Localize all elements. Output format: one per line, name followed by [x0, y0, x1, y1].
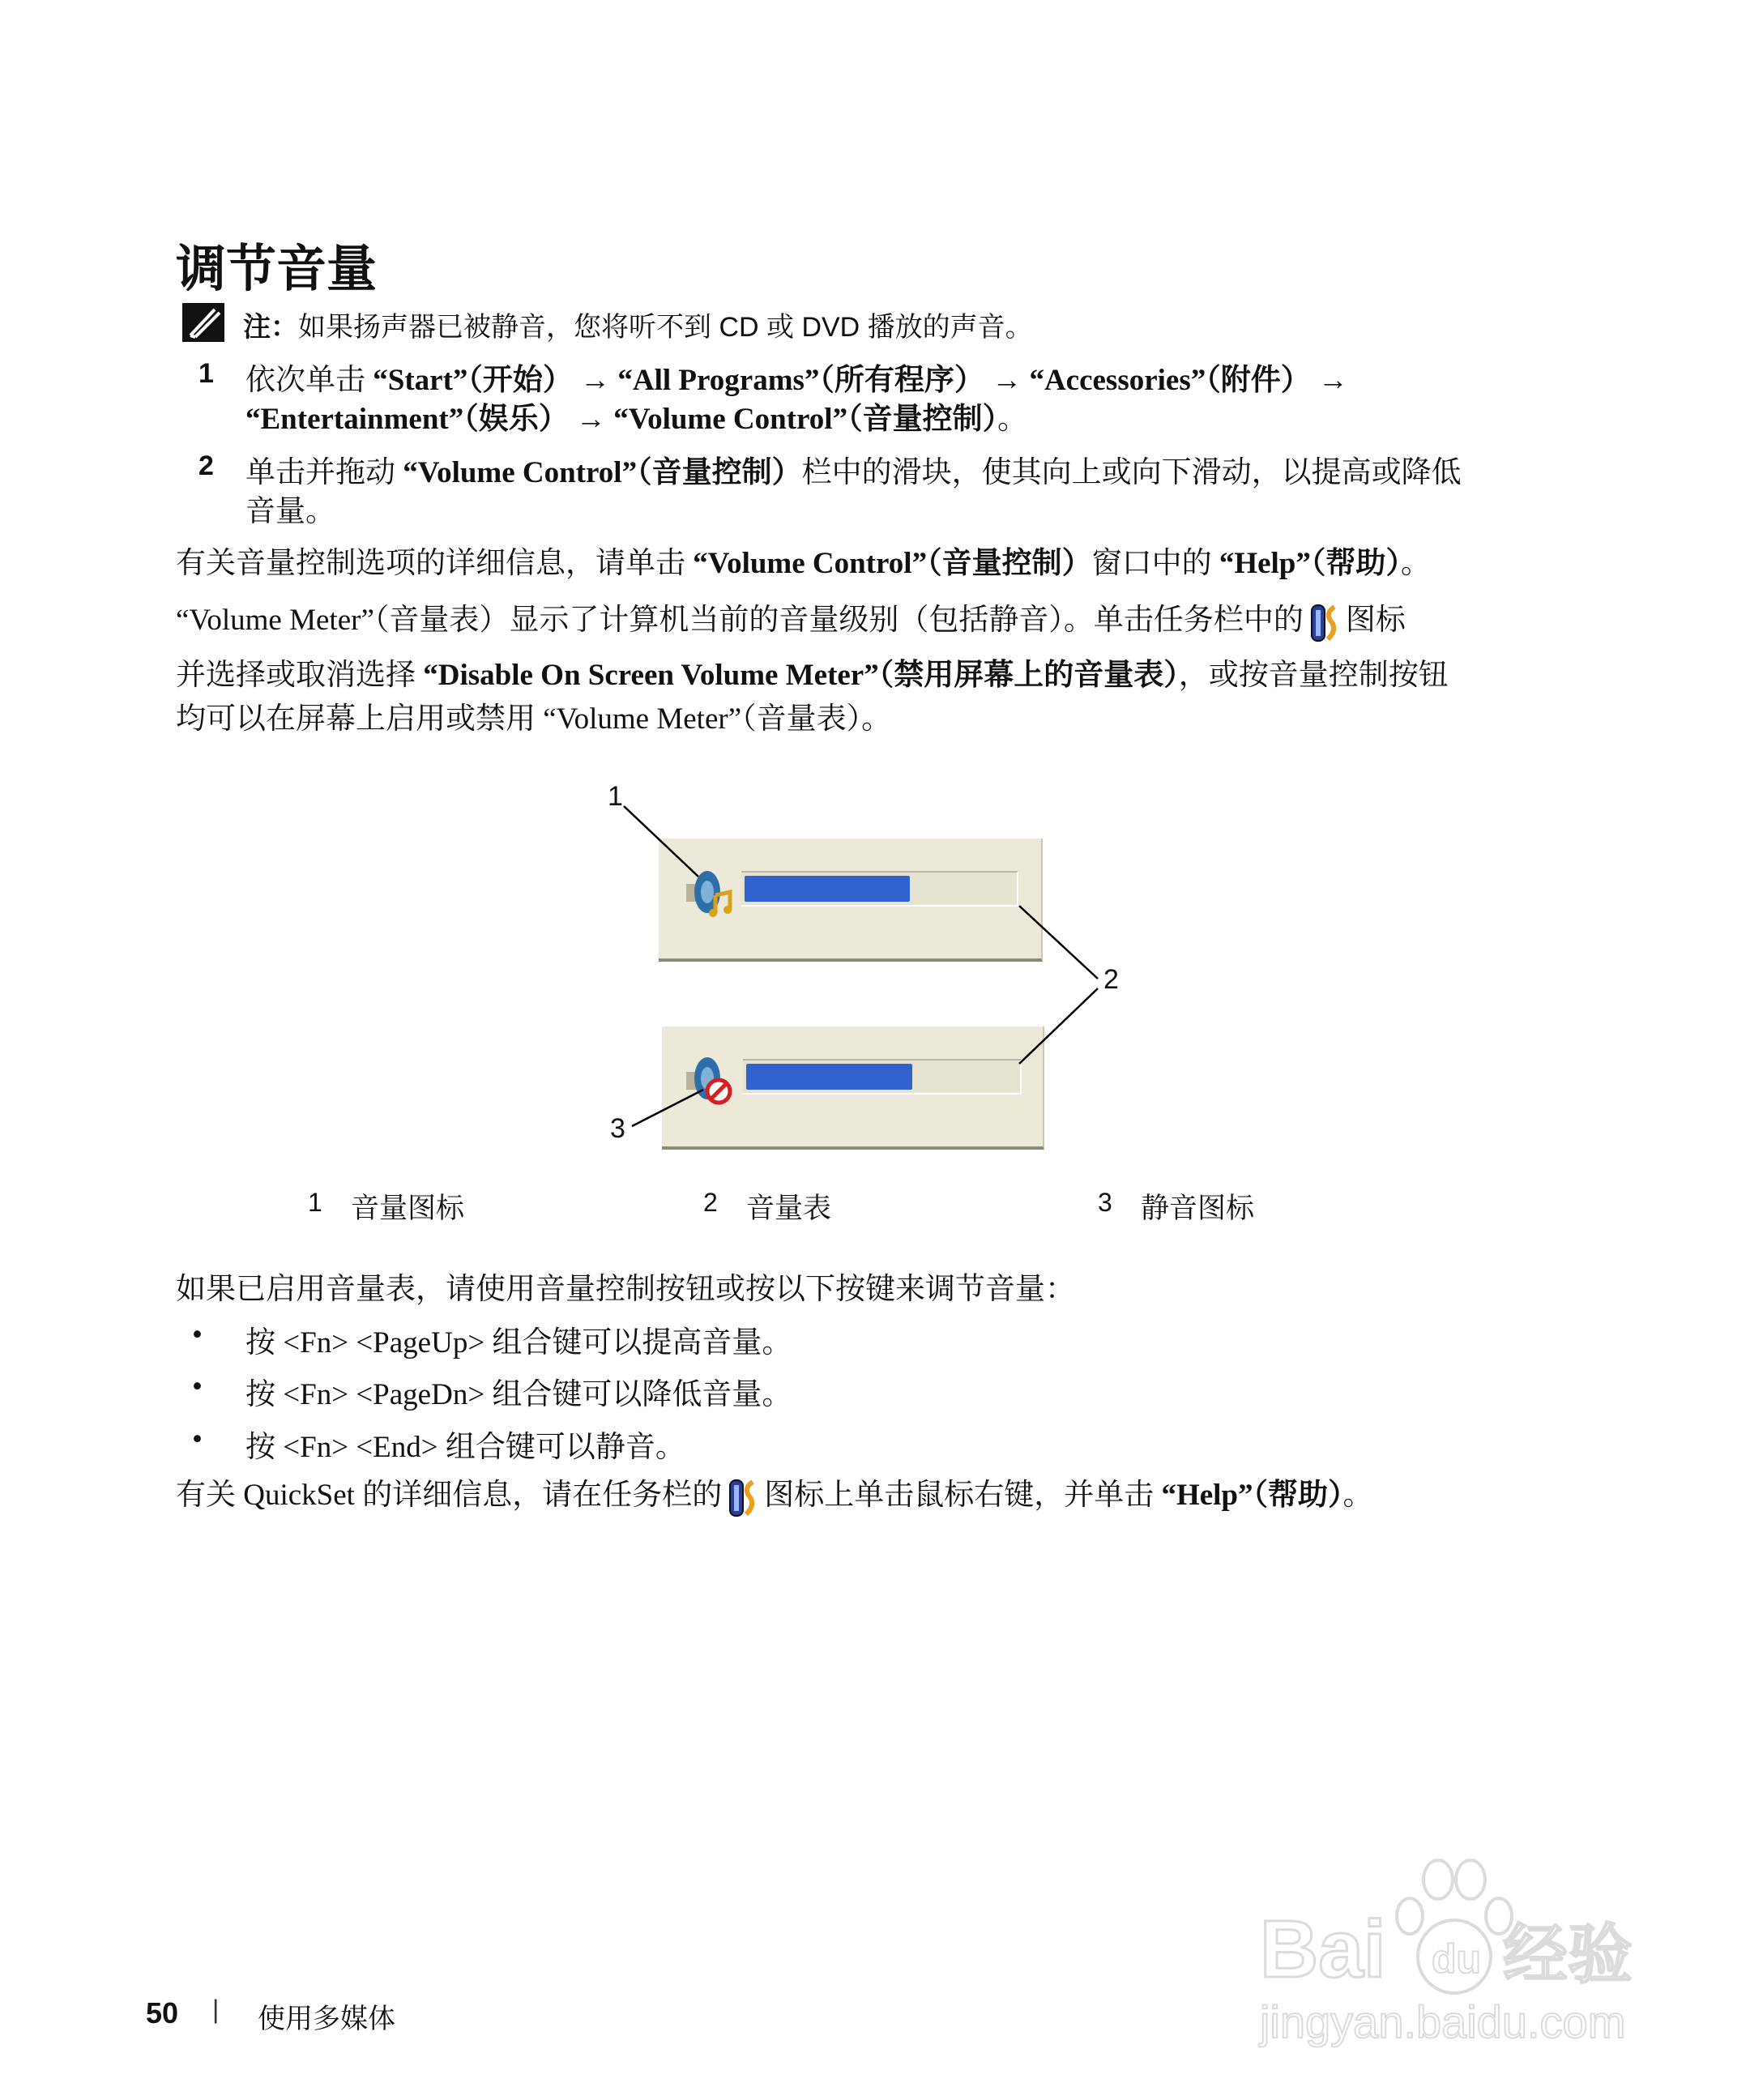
footer-section: 使用多媒体: [258, 2004, 395, 2034]
meter-paragraph-line-3: 均可以在屏幕上启用或禁用 “Volume Meter”（音量表）。: [176, 702, 892, 736]
step-number: 1: [198, 358, 214, 389]
svg-text:Bai: Bai: [1260, 1904, 1386, 1995]
note-label: 注：: [243, 312, 298, 343]
callout-1: 1: [608, 781, 623, 812]
legend-label: 静音图标: [1141, 1193, 1255, 1224]
legend-label: 音量图标: [351, 1193, 465, 1224]
note-text: 如果扬声器已被静音，您将听不到 CD 或 DVD 播放的声音。: [298, 312, 1033, 343]
bullet-item: 按 <Fn> <End> 组合键可以静音。: [245, 1431, 685, 1464]
help-paragraph: 有关音量控制选项的详细信息，请单击 “Volume Control”（音量控制）窗口中的 “Help”（帮助）。: [176, 547, 1431, 580]
step-2-line-1: 单击并拖动 “Volume Control”（音量控制）栏中的滑块，使其向上或向下滑动，以提高或降低: [245, 456, 1462, 489]
legend-label: 音量表: [746, 1193, 832, 1224]
quickset-icon: [728, 1477, 758, 1519]
page-title: 调节音量: [176, 239, 378, 298]
meter-paragraph-line-2: 并选择或取消选择 “Disable On Screen Volume Meter”（禁用屏幕上的音量表），或按音量控制按钮: [176, 659, 1449, 692]
svg-text:du: du: [1432, 1936, 1482, 1982]
bullet-icon: •: [192, 1370, 203, 1403]
bullet-icon: •: [192, 1423, 203, 1456]
step-2-line-2: 音量。: [245, 495, 335, 528]
svg-text:jingyan.baidu.com: jingyan.baidu.com: [1260, 1996, 1626, 2047]
baidu-watermark: [1252, 1855, 1665, 2054]
bullet-item: 按 <Fn> <PageUp> 组合键可以提高音量。: [245, 1326, 792, 1359]
page-number: 50: [146, 1996, 179, 2030]
hotkey-intro: 如果已启用音量表，请使用音量控制按钮或按以下按键来调节音量：: [176, 1273, 1075, 1306]
svg-text:经验: 经验: [1503, 1917, 1633, 1992]
callout-3: 3: [610, 1113, 625, 1144]
step-1-line-1: 依次单击 “Start”（开始） → “All Programs”（所有程序） → “Accessories”（附件） →: [245, 364, 1348, 397]
step-1-line-2: “Entertainment”（娱乐） → “Volume Control”（音量控制）。: [245, 403, 1028, 436]
footer-separator: |: [212, 1995, 220, 2024]
bullet-item: 按 <Fn> <PageDn> 组合键可以降低音量。: [245, 1378, 792, 1411]
bullet-icon: •: [192, 1318, 203, 1351]
baidu-paw-logo: [1252, 1855, 1665, 2050]
quickset-paragraph: 有关 QuickSet 的详细信息，请在任务栏的 图标上单击鼠标右键，并单击 “Help”（帮助）。: [176, 1470, 1373, 1519]
legend-num: 3: [1098, 1188, 1112, 1217]
legend-num: 1: [308, 1188, 322, 1217]
legend-num: 2: [703, 1188, 718, 1217]
callout-2: 2: [1103, 964, 1119, 995]
meter-paragraph-line-1: “Volume Meter”（音量表）显示了计算机当前的音量级别（包括静音）。单击任务栏中的 图标: [176, 595, 1406, 644]
step-number: 2: [198, 450, 214, 481]
